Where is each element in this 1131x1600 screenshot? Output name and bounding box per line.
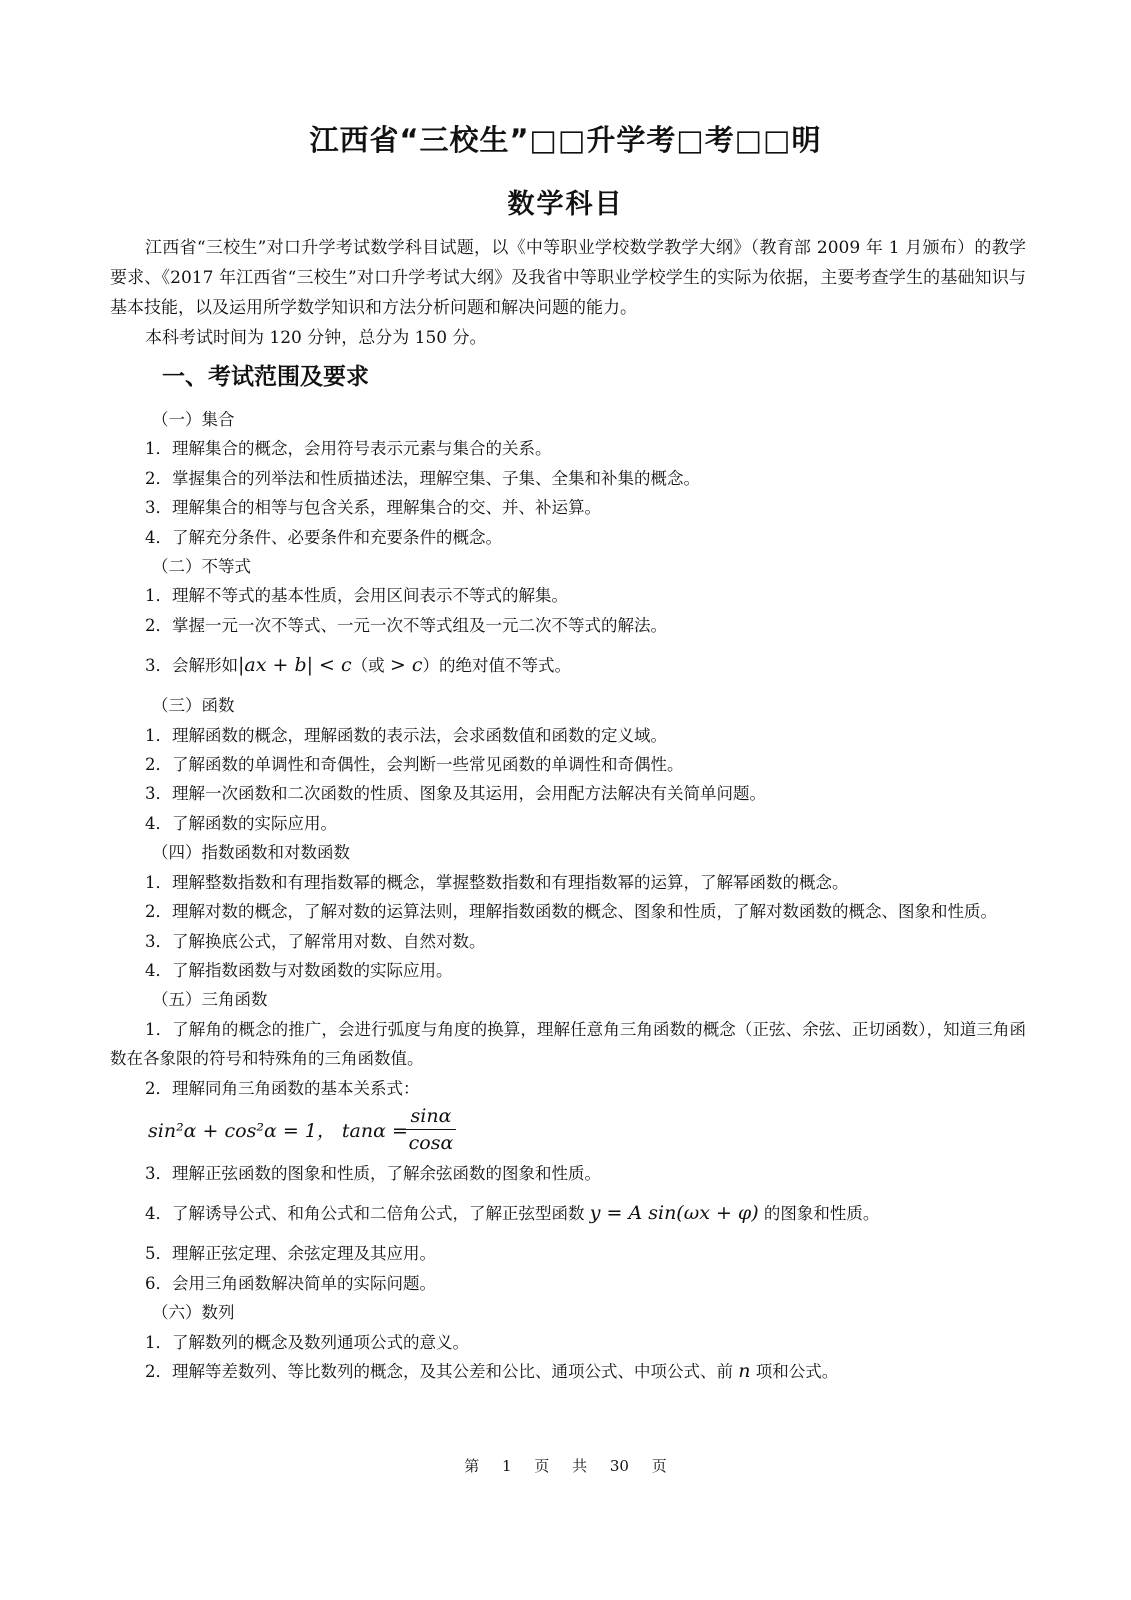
inequality-formula: |ax + b| < c [238, 654, 352, 677]
formula-fraction [406, 1103, 456, 1156]
list-item: 1．理解函数的概念，理解函数的表示法，会求函数值和函数的定义域。 [145, 725, 667, 745]
subsection-heading: （五）三角函数 [152, 990, 268, 1010]
list-item: 1．了解角的概念的推广，会进行弧度与角度的换算，理解任意角三角函数的概念（正弦、余弦、正切函数），知道三角函数在各象限的符号和特殊角的三角函数值。 [110, 1019, 1026, 1069]
syllabus-body [110, 405, 1026, 1386]
page-footer: 第 1 页 共 30 页 [464, 1457, 667, 1475]
list-item: 4．了解充分条件、必要条件和充要条件的概念。 [145, 527, 502, 547]
list-item-text: 的图象和性质。 [758, 1204, 880, 1224]
intro-paragraphs [110, 233, 1026, 353]
list-item-text: 项和公式。 [750, 1361, 839, 1381]
list-item [110, 1357, 1026, 1386]
variable-n: n [738, 1359, 751, 1382]
inequality-formula-alt: > c [389, 654, 423, 677]
sine-function-formula: y = A sin(ωx + φ) [589, 1202, 759, 1225]
intro-paragraph: 本科考试时间为 120 分钟，总分为 150 分。 [145, 328, 487, 348]
document-title: 江西省“三校生”□□升学考□考□□明 [309, 123, 822, 157]
list-item: 1．理解整数指数和有理指数幂的概念，掌握整数指数和有理指数幂的运算，了解幂函数的概念。 [145, 872, 849, 892]
trig-identity-formula [110, 1103, 1026, 1159]
list-item: 1．理解不等式的基本性质，会用区间表示不等式的解集。 [145, 586, 568, 606]
list-item-text: （或 [351, 656, 390, 676]
formula-lhs: sin²α + cos²α = 1， tanα = [148, 1119, 408, 1142]
list-item: 3．理解正弦函数的图象和性质，了解余弦函数的图象和性质。 [145, 1163, 601, 1183]
document-subtitle: 数学科目 [507, 189, 624, 220]
subsection-heading: （三）函数 [152, 696, 235, 716]
list-item: 5．理解正弦定理、余弦定理及其应用。 [145, 1244, 436, 1264]
section-heading: 一、考试范围及要求 [162, 364, 369, 390]
list-item: 2．掌握集合的列举法和性质描述法，理解空集、子集、全集和补集的概念。 [145, 468, 700, 488]
fraction-numerator: sinα [406, 1103, 456, 1130]
list-item [110, 1192, 1026, 1235]
list-item: 3．理解集合的相等与包含关系，理解集合的交、并、补运算。 [145, 498, 601, 518]
list-item-text: 2．理解等差数列、等比数列的概念，及其公差和公比、通项公式、中项公式、前 [145, 1361, 739, 1381]
list-item: 6．会用三角函数解决简单的实际问题。 [145, 1273, 436, 1293]
list-item: 2．理解对数的概念，了解对数的运算法则，理解指数函数的概念、图象和性质，了解对数函数的概念、图象和性质。 [145, 902, 997, 922]
list-item: 4．了解函数的实际应用。 [145, 813, 337, 833]
subsection-heading: （四）指数函数和对数函数 [152, 843, 350, 863]
list-item [110, 644, 1026, 687]
list-item: 4．了解指数函数与对数函数的实际应用。 [145, 960, 453, 980]
subsection-heading: （六）数列 [152, 1303, 235, 1323]
list-item-text: 4．了解诱导公式、和角公式和二倍角公式，了解正弦型函数 [145, 1204, 590, 1224]
list-item: 2．掌握一元一次不等式、一元一次不等式组及一元二次不等式的解法。 [145, 615, 667, 635]
list-item: 2．理解同角三角函数的基本关系式： [145, 1078, 420, 1098]
subsection-heading: （一）集合 [152, 410, 235, 429]
list-item-text: 3．会解形如 [145, 656, 238, 676]
subsection-heading: （二）不等式 [152, 557, 251, 577]
list-item: 3．理解一次函数和二次函数的性质、图象及其运用，会用配方法解决有关简单问题。 [145, 784, 766, 804]
list-item-text: ）的绝对值不等式。 [422, 656, 572, 676]
fraction-denominator: cosα [408, 1131, 454, 1154]
list-item: 3．了解换底公式，了解常用对数、自然对数。 [145, 931, 486, 951]
list-item: 1．了解数列的概念及数列通项公式的意义。 [145, 1332, 469, 1352]
list-item: 2．了解函数的单调性和奇偶性，会判断一些常见函数的单调性和奇偶性。 [145, 755, 684, 775]
intro-paragraph: 江西省“三校生”对口升学考试数学科目试题，以《中等职业学校数学教学大纲》（教育部 2009 年 1 月颁布）的教学要求、《2017 年江西省“三校生”对口升学考试大纲》及我省中等职业学校学生的实际为依据，主要考查学生的基础知识与基本技能，以及运用所学数学知识和方法分析问题和解决问题的能力。 [110, 238, 1026, 318]
list-item: 1．理解集合的概念，会用符号表示元素与集合的关系。 [145, 439, 552, 459]
